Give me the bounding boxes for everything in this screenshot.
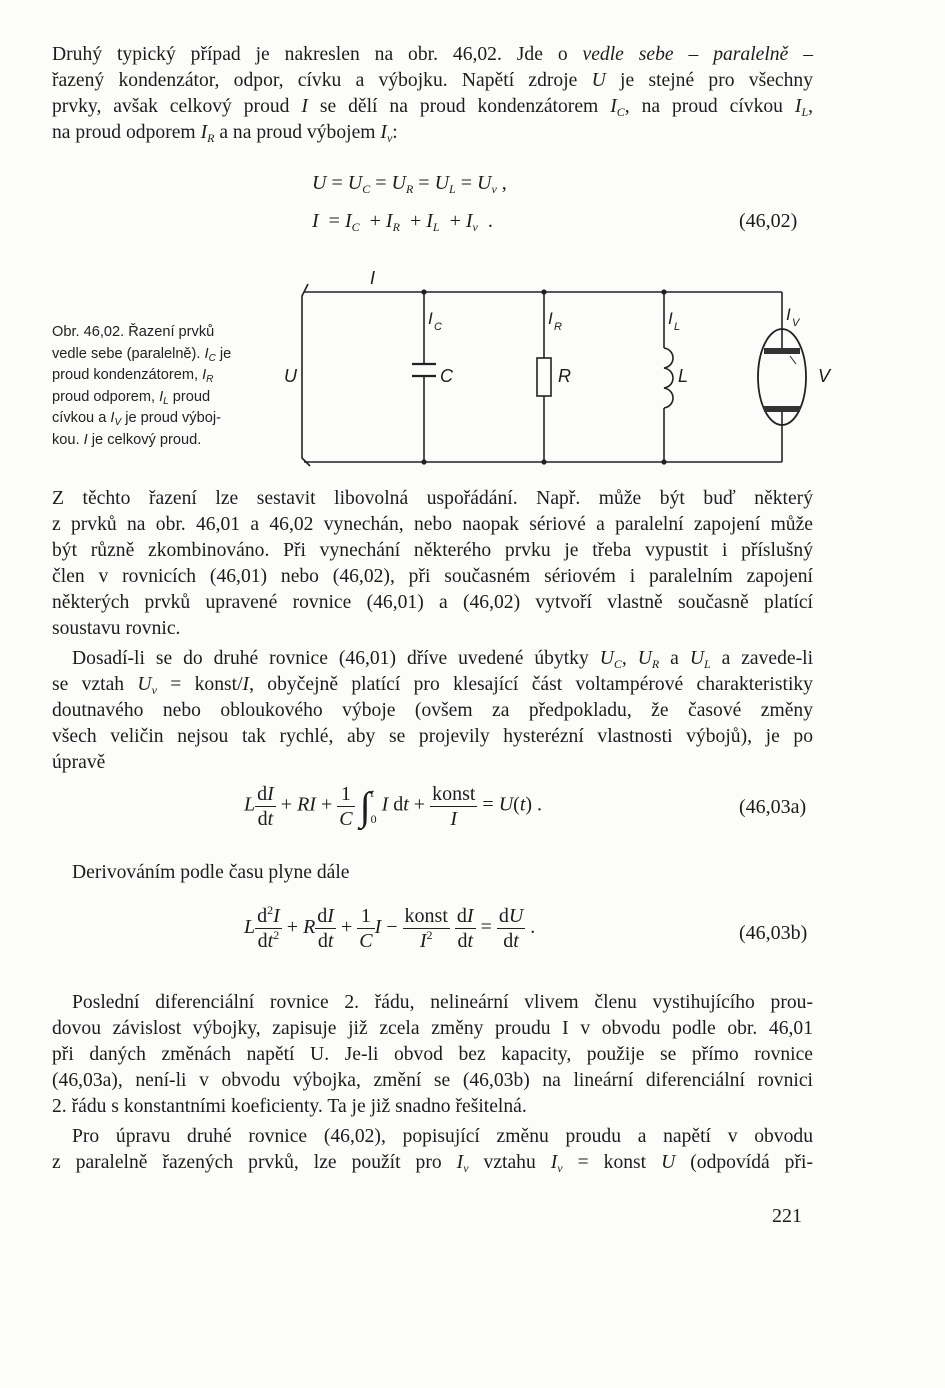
- p4-line-1: Poslední diferenciální rovnice 2. řádu, nelineární vlivem členu vystihujícího prou-: [72, 992, 813, 1013]
- label-I: I: [370, 268, 376, 288]
- label-IV: I: [786, 305, 791, 324]
- page-number: 221: [772, 1205, 802, 1227]
- equation-46-02-line-2: $I = I_C + I_R + I_L + I_v$ .: [312, 210, 493, 234]
- paragraph-5: [52, 1124, 813, 1176]
- label-C: C: [440, 366, 453, 386]
- derivation-text: Derivováním podle času plyne dále: [72, 862, 350, 883]
- label-R: R: [558, 366, 571, 386]
- junction-dot: [541, 459, 546, 464]
- source-side: [302, 284, 310, 466]
- label-IC-sub: C: [434, 321, 442, 333]
- label-IR-sub: R: [554, 321, 562, 333]
- inductor-symbol: [664, 348, 673, 408]
- junction-dot: [661, 289, 666, 294]
- p3-line-1: Dosadí-li se do druhé rovnice (46,01) dříve uvedené úbytky $U_C$, $U_R$ a $U_L$ a zavede-li: [72, 648, 814, 671]
- intro-line-2: řazený kondenzátor, odpor, cívku a výbojku. Napětí zdroje U je stejné pro všechny: [52, 70, 813, 91]
- label-IL-sub: L: [674, 321, 681, 333]
- intro-paragraph: [52, 42, 813, 146]
- intro-line-3: prvky, avšak celkový proud I se dělí na proud kondenzátorem $I_C$, na proud cívkou $I_L$,: [52, 96, 814, 119]
- caption-line-5: cívkou a $I_V$ je proud výboj-: [52, 410, 221, 428]
- paragraph-2: [52, 486, 813, 642]
- p4-line-4: (46,03a), není-li v obvodu výbojka, změní se (46,03b) na lineární diferenciální rovnici: [52, 1070, 813, 1091]
- equation-46-03a: L $\frac{dI}{dt}$ + RI + $\frac{1}{C}$ ∫t 0 I dt + $\frac{\text{konst}}{I}$ = U(t) .: [244, 782, 543, 830]
- label-V: V: [818, 366, 831, 386]
- intro-line-1: Druhý typický případ je nakreslen na obr. 46,02. Jde o vedle sebe – paralelně –: [52, 44, 813, 65]
- discharge-tube-symbol: [758, 329, 806, 425]
- label-IV-sub: V: [792, 317, 800, 329]
- equation-number-46-02: (46,02): [739, 210, 798, 232]
- caption-line-4: proud odporem, $I_L$ proud: [52, 388, 211, 407]
- label-L: L: [678, 366, 689, 386]
- caption-line-2: vedle sebe (paralelně). $I_C$ je: [52, 345, 232, 364]
- caption-line-1: Obr. 46,02. Řazení prvků: [52, 324, 215, 340]
- label-U: U: [284, 366, 297, 386]
- equation-46-03b: L $\frac{d^2I}{dt^2}$ + R $\frac{dI}{dt}$ + $\frac{1}{C}$ I − $\frac{\text{konst}}{I^2}$ $\frac{dI}{dt}$ = $\frac{dU}{dt}$ .: [244, 903, 536, 952]
- label-IL: I: [668, 309, 673, 328]
- paragraph-3: [52, 646, 813, 776]
- p2-line-6: soustavu rovnic.: [52, 618, 181, 639]
- junction-dot: [661, 459, 666, 464]
- junction-dot: [421, 459, 426, 464]
- p2-line-4: člen v rovnicích (46,01) nebo (46,02), při současném sériovém i paralelním zapojení: [52, 566, 813, 587]
- p3-line-2: se vztah $U_v$ = konst/I, obyčejně platící pro klesající část voltampérové charakteristiky: [52, 674, 813, 697]
- p5-line-1: Pro úpravu druhé rovnice (46,02), popisující změnu proudu a napětí v obvodu: [72, 1126, 813, 1147]
- paragraph-4: [52, 990, 813, 1120]
- junction-dot: [541, 289, 546, 294]
- intro-line-4: na proud odporem $I_R$ a na proud výbojem $I_v$:: [52, 122, 398, 145]
- p3-line-5: úpravě: [52, 752, 106, 773]
- equation-number-46-03a: (46,03a): [739, 796, 807, 818]
- p4-line-3: při daných změnách napětí U. Je-li obvod bez kapacity, použije se přímo rovnice: [52, 1044, 813, 1065]
- equation-number-46-03b: (46,03b): [739, 922, 808, 944]
- p2-line-3: být různě zkombinováno. Při vynechání některého prvku je třeba vypustit i příslušný: [52, 540, 813, 561]
- caption-line-3: proud kondenzátorem, $I_R$: [52, 367, 214, 385]
- p4-line-2: dovou závislost výbojky, zapisuje již zcela změny proudu I v obvodu podle obr. 46,01: [52, 1018, 813, 1039]
- caption-line-6: kou. I je celkový proud.: [52, 431, 202, 448]
- resistor-symbol: [537, 358, 551, 396]
- figure-caption: [52, 322, 288, 451]
- capacitor-symbol: [412, 364, 436, 376]
- p2-line-2: z prvků na obr. 46,01 a 46,02 vynechán, nebo naopak sériové a paralelní zapojení může: [52, 514, 813, 535]
- p5-line-2: z paralelně řazených prvků, lze použít pro $I_v$ vztahu $I_v$ = konst U (odpovídá při-: [52, 1152, 813, 1175]
- p2-line-1: Z těchto řazení lze sestavit libovolná uspořádání. Např. může být buď některý: [52, 488, 813, 509]
- label-IC: I: [428, 309, 433, 328]
- junction-dot: [421, 289, 426, 294]
- p2-line-5: některých prvků upravené rovnice (46,01) a (46,02) vytvoří vlastně současně platící: [52, 592, 813, 613]
- label-IR: I: [548, 309, 553, 328]
- p3-line-3: doutnavého nebo obloukového výboje (ovšem za předpokladu, že časové změny: [52, 700, 813, 721]
- equation-46-02-line-1: $U = U_C = U_R = U_L = U_v$ ,: [312, 172, 507, 196]
- circuit-diagram: [280, 268, 840, 478]
- p4-line-5: 2. řádu s konstantními koeficienty. Ta je již snadno řešitelná.: [52, 1096, 527, 1117]
- p3-line-4: všech veličin nejsou tak rychlé, aby se projevily hysterézní vlastnosti výbojů), je po: [52, 726, 813, 747]
